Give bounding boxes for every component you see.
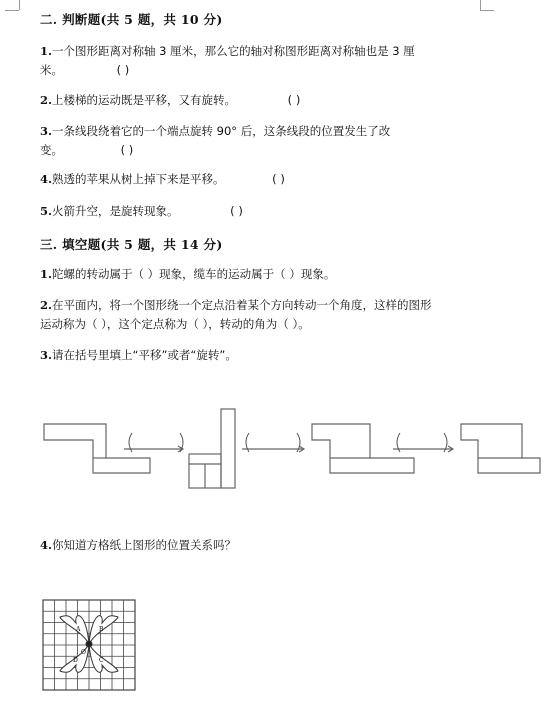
answer-parentheses[interactable]: ( )	[230, 204, 243, 218]
question-text: 一个图形距离对称轴 3 厘米，那么它的轴对称图形距离对称轴也是 3 厘	[52, 44, 415, 58]
answer-parentheses[interactable]: ( )	[120, 143, 134, 157]
shape-2a	[221, 409, 235, 488]
judge-question-2	[40, 91, 300, 110]
question-text: 一条线段绕着它的一个端点旋转 90° 后，这条线段的位置发生了改	[52, 124, 391, 138]
fill-question-3	[40, 346, 237, 365]
question-number: 2.	[40, 93, 53, 107]
fill-question-4	[40, 536, 236, 555]
margin-mark-right	[480, 0, 481, 10]
margin-mark-left-h	[5, 10, 19, 11]
question-number: 1.	[40, 44, 53, 58]
margin-mark-left	[19, 0, 20, 10]
judge-question-3	[40, 122, 390, 160]
section-3-heading: 三. 填空题(共 5 题，共 14 分)	[40, 237, 223, 252]
question-text: 火箭升空，是旋转现象。	[52, 204, 179, 218]
fill-question-1	[40, 265, 335, 284]
question-text-cont[interactable]: 运动称为（ ），这个定点称为（ ），转动的角为（ ）。	[40, 317, 310, 331]
petal-label-c: C	[99, 657, 104, 664]
question-number: 2.	[40, 298, 53, 312]
answer-parentheses[interactable]: ( )	[116, 63, 130, 77]
question-text: 你知道方格纸上图形的位置关系吗？	[52, 538, 237, 552]
question-text: 上楼梯的运动既是平移，又有旋转。	[52, 93, 237, 107]
shape-4	[461, 424, 540, 473]
question-text-cont: 米。	[40, 63, 63, 77]
center-point	[86, 641, 92, 647]
question-number: 3.	[40, 348, 53, 362]
fill-question-2	[40, 296, 432, 334]
judge-question-4	[40, 170, 285, 189]
margin-mark-right-h	[480, 10, 494, 11]
petal-label-d: D	[73, 657, 78, 664]
question-number: 5.	[40, 204, 53, 218]
center-label-o: O	[81, 649, 86, 656]
question-number: 3.	[40, 124, 53, 138]
question-text: 请在括号里填上“平移”或者“旋转”。	[52, 348, 237, 362]
question-number: 4.	[40, 538, 53, 552]
petal-b	[89, 616, 118, 644]
transform-figures	[0, 400, 555, 500]
judge-question-5	[40, 202, 243, 221]
question-text: 熟透的苹果从树上掉下来是平移。	[52, 172, 225, 186]
question-number: 4.	[40, 172, 53, 186]
section-2-heading: 二. 判断题(共 5 题，共 10 分)	[40, 12, 223, 27]
question-text[interactable]: 陀螺的转动属于（ ）现象，缆车的运动属于（ ）现象。	[52, 267, 336, 281]
question-text-cont: 变。	[40, 143, 63, 157]
question-number: 1.	[40, 267, 53, 281]
question-text: 在平面内，将一个图形绕一个定点沿着某个方向转动一个角度，这样的图形	[52, 298, 432, 312]
judge-question-1	[40, 42, 415, 80]
grid-figure	[42, 599, 138, 693]
petal-label-b: B	[99, 626, 104, 633]
petal-a	[60, 616, 89, 644]
answer-parentheses[interactable]: ( )	[272, 172, 285, 186]
petal-label-a: A	[76, 626, 81, 633]
answer-parentheses[interactable]: ( )	[287, 93, 301, 107]
